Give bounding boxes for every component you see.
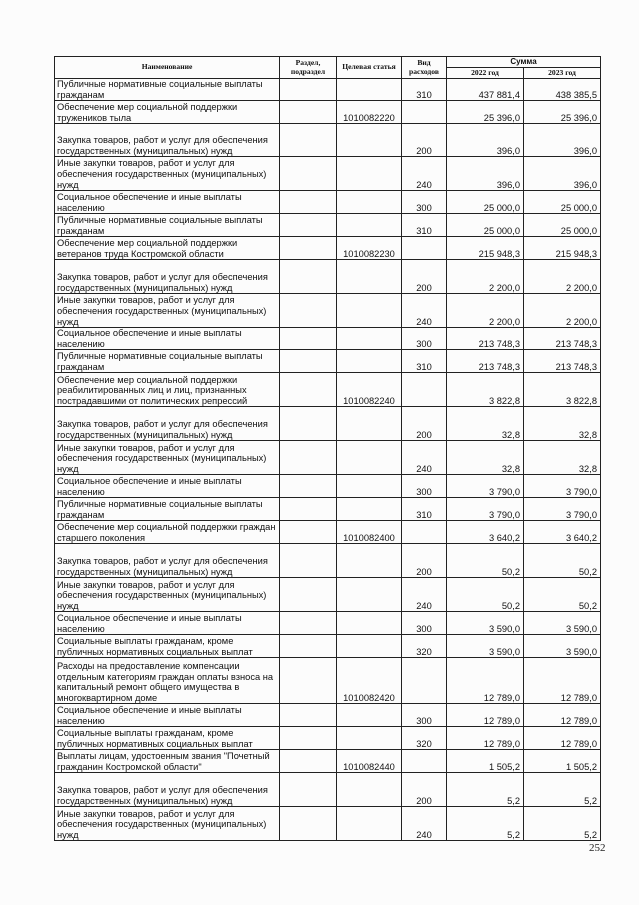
row-target	[337, 727, 402, 750]
row-target	[337, 544, 402, 578]
row-name: Социальное обеспечение и иные выплаты населению	[55, 328, 280, 350]
row-section	[280, 578, 337, 612]
row-sum-2022: 32,8	[447, 407, 524, 441]
row-type: 200	[402, 407, 447, 441]
row-sum-2023: 396,0	[524, 124, 601, 157]
table-row	[55, 441, 601, 475]
row-sum-2022: 12 789,0	[447, 704, 524, 727]
row-target	[337, 475, 402, 498]
row-name: Закупка товаров, работ и услуг для обеспечения государственных (муниципальных) нужд	[55, 544, 280, 578]
row-section	[280, 498, 337, 521]
row-target	[337, 441, 402, 475]
row-sum-2023: 12 789,0	[524, 704, 601, 727]
row-target	[337, 635, 402, 658]
row-type	[402, 521, 447, 544]
row-section	[280, 727, 337, 750]
table-row	[55, 475, 601, 498]
row-target	[337, 407, 402, 441]
table-row	[55, 578, 601, 612]
row-section	[280, 237, 337, 260]
row-type: 240	[402, 294, 447, 328]
header-section: Раздел, подраздел	[280, 57, 337, 79]
row-name: Обеспечение мер социальной поддержки граждан старшего поколения	[55, 521, 280, 544]
row-type: 310	[402, 79, 447, 101]
table-row	[55, 773, 601, 807]
row-section	[280, 328, 337, 350]
row-target: 1010082240	[337, 373, 402, 407]
row-type: 240	[402, 578, 447, 612]
table-row	[55, 807, 601, 841]
row-name: Социальное обеспечение и иные выплаты населению	[55, 704, 280, 727]
row-type: 300	[402, 328, 447, 350]
row-section	[280, 441, 337, 475]
row-name: Расходы на предоставление компенсации отдельным категориям граждан оплаты взноса на капитальный ремонт общего имущества в многоквартирном доме	[55, 658, 280, 704]
row-target	[337, 260, 402, 294]
row-sum-2023: 5,2	[524, 773, 601, 807]
row-target	[337, 214, 402, 237]
row-name: Закупка товаров, работ и услуг для обеспечения государственных (муниципальных) нужд	[55, 407, 280, 441]
row-section	[280, 214, 337, 237]
row-name: Публичные нормативные социальные выплаты гражданам	[55, 79, 280, 101]
row-sum-2022: 396,0	[447, 124, 524, 157]
row-section	[280, 704, 337, 727]
row-sum-2023: 3 790,0	[524, 498, 601, 521]
row-sum-2022: 3 640,2	[447, 521, 524, 544]
row-sum-2023: 5,2	[524, 807, 601, 841]
row-section	[280, 521, 337, 544]
table-row	[55, 157, 601, 191]
row-target: 1010082220	[337, 101, 402, 124]
table-row	[55, 328, 601, 350]
row-name: Публичные нормативные социальные выплаты гражданам	[55, 350, 280, 373]
row-sum-2022: 1 505,2	[447, 750, 524, 773]
row-sum-2023: 213 748,3	[524, 350, 601, 373]
row-type: 300	[402, 475, 447, 498]
row-name: Социальные выплаты гражданам, кроме публичных нормативных социальных выплат	[55, 635, 280, 658]
row-type: 320	[402, 635, 447, 658]
row-target	[337, 498, 402, 521]
row-type: 300	[402, 191, 447, 214]
row-sum-2022: 3 790,0	[447, 475, 524, 498]
row-name: Обеспечение мер социальной поддержки ветеранов труда Костромской области	[55, 237, 280, 260]
row-type: 310	[402, 214, 447, 237]
row-sum-2022: 3 822,8	[447, 373, 524, 407]
header-target: Целевая статья	[337, 57, 402, 79]
row-target	[337, 191, 402, 214]
row-section	[280, 658, 337, 704]
row-sum-2023: 3 640,2	[524, 521, 601, 544]
row-sum-2022: 3 590,0	[447, 635, 524, 658]
row-sum-2023: 3 590,0	[524, 635, 601, 658]
table-row	[55, 750, 601, 773]
row-sum-2023: 213 748,3	[524, 328, 601, 350]
row-name: Социальное обеспечение и иные выплаты населению	[55, 612, 280, 635]
row-sum-2022: 396,0	[447, 157, 524, 191]
header-type: Вид расходов	[402, 57, 447, 79]
row-target: 1010082420	[337, 658, 402, 704]
row-target: 1010082400	[337, 521, 402, 544]
row-name: Иные закупки товаров, работ и услуг для обеспечения государственных (муниципальных) нужд	[55, 157, 280, 191]
row-section	[280, 350, 337, 373]
row-target	[337, 79, 402, 101]
row-name: Обеспечение мер социальной поддержки реабилитированных лиц и лиц, признанных пострадавшими от политических репрессий	[55, 373, 280, 407]
row-sum-2022: 213 748,3	[447, 328, 524, 350]
row-section	[280, 544, 337, 578]
row-type	[402, 373, 447, 407]
row-target	[337, 328, 402, 350]
row-sum-2023: 3 590,0	[524, 612, 601, 635]
row-type	[402, 658, 447, 704]
row-type: 240	[402, 157, 447, 191]
row-sum-2023: 50,2	[524, 544, 601, 578]
row-sum-2023: 50,2	[524, 578, 601, 612]
row-name: Обеспечение мер социальной поддержки тружеников тыла	[55, 101, 280, 124]
row-sum-2022: 12 789,0	[447, 727, 524, 750]
row-name: Социальное обеспечение и иные выплаты населению	[55, 475, 280, 498]
row-section	[280, 191, 337, 214]
header-year-2022: 2022 год	[447, 68, 524, 79]
row-target	[337, 807, 402, 841]
row-name: Иные закупки товаров, работ и услуг для обеспечения государственных (муниципальных) нужд	[55, 294, 280, 328]
row-target	[337, 773, 402, 807]
row-section	[280, 79, 337, 101]
row-target	[337, 124, 402, 157]
row-sum-2023: 25 000,0	[524, 214, 601, 237]
table-row	[55, 612, 601, 635]
row-type: 200	[402, 544, 447, 578]
row-target	[337, 612, 402, 635]
table-row	[55, 214, 601, 237]
row-sum-2022: 213 748,3	[447, 350, 524, 373]
table-row	[55, 658, 601, 704]
table-row	[55, 294, 601, 328]
row-sum-2022: 2 200,0	[447, 260, 524, 294]
row-section	[280, 475, 337, 498]
table-row	[55, 521, 601, 544]
row-sum-2022: 2 200,0	[447, 294, 524, 328]
row-sum-2022: 5,2	[447, 807, 524, 841]
row-section	[280, 157, 337, 191]
row-section	[280, 407, 337, 441]
row-type	[402, 101, 447, 124]
row-sum-2022: 215 948,3	[447, 237, 524, 260]
row-section	[280, 101, 337, 124]
table-row	[55, 350, 601, 373]
row-sum-2023: 25 000,0	[524, 191, 601, 214]
row-section	[280, 807, 337, 841]
row-type: 300	[402, 704, 447, 727]
row-sum-2022: 12 789,0	[447, 658, 524, 704]
row-target	[337, 578, 402, 612]
table-row	[55, 101, 601, 124]
row-sum-2023: 2 200,0	[524, 294, 601, 328]
table-body	[55, 79, 601, 841]
row-name: Закупка товаров, работ и услуг для обеспечения государственных (муниципальных) нужд	[55, 124, 280, 157]
row-target: 1010082440	[337, 750, 402, 773]
row-sum-2022: 25 000,0	[447, 191, 524, 214]
row-section	[280, 260, 337, 294]
row-name: Иные закупки товаров, работ и услуг для обеспечения государственных (муниципальных) нужд	[55, 807, 280, 841]
row-sum-2023: 2 200,0	[524, 260, 601, 294]
row-type: 200	[402, 773, 447, 807]
table-row	[55, 237, 601, 260]
table-row	[55, 498, 601, 521]
row-sum-2022: 3 790,0	[447, 498, 524, 521]
row-section	[280, 750, 337, 773]
row-sum-2023: 32,8	[524, 407, 601, 441]
row-name: Социальное обеспечение и иные выплаты населению	[55, 191, 280, 214]
row-target	[337, 704, 402, 727]
row-name: Публичные нормативные социальные выплаты гражданам	[55, 214, 280, 237]
header-year-2023: 2023 год	[524, 68, 601, 79]
table-row	[55, 727, 601, 750]
row-type: 310	[402, 350, 447, 373]
table-row	[55, 407, 601, 441]
row-section	[280, 373, 337, 407]
row-section	[280, 124, 337, 157]
row-sum-2022: 3 590,0	[447, 612, 524, 635]
table-header	[55, 57, 601, 79]
row-type: 320	[402, 727, 447, 750]
row-type	[402, 750, 447, 773]
page-number: 252	[589, 842, 606, 854]
row-sum-2022: 50,2	[447, 544, 524, 578]
row-sum-2023: 215 948,3	[524, 237, 601, 260]
header-name: Наименование	[55, 57, 280, 79]
row-section	[280, 635, 337, 658]
table-row	[55, 260, 601, 294]
table-row	[55, 635, 601, 658]
row-type: 240	[402, 441, 447, 475]
row-sum-2023: 3 822,8	[524, 373, 601, 407]
row-type: 240	[402, 807, 447, 841]
row-name: Социальные выплаты гражданам, кроме публичных нормативных социальных выплат	[55, 727, 280, 750]
row-name: Выплаты лицам, удостоенным звания "Почетный гражданин Костромской области"	[55, 750, 280, 773]
row-sum-2023: 12 789,0	[524, 727, 601, 750]
row-sum-2023: 396,0	[524, 157, 601, 191]
table-row	[55, 124, 601, 157]
row-type	[402, 237, 447, 260]
table-row	[55, 373, 601, 407]
row-sum-2022: 32,8	[447, 441, 524, 475]
row-sum-2023: 438 385,5	[524, 79, 601, 101]
row-sum-2023: 12 789,0	[524, 658, 601, 704]
row-target	[337, 294, 402, 328]
row-sum-2022: 50,2	[447, 578, 524, 612]
row-sum-2023: 32,8	[524, 441, 601, 475]
row-target	[337, 157, 402, 191]
row-type: 200	[402, 260, 447, 294]
row-sum-2022: 437 881,4	[447, 79, 524, 101]
row-sum-2022: 25 396,0	[447, 101, 524, 124]
table-row	[55, 544, 601, 578]
row-name: Публичные нормативные социальные выплаты гражданам	[55, 498, 280, 521]
row-target: 1010082230	[337, 237, 402, 260]
row-sum-2023: 25 396,0	[524, 101, 601, 124]
row-type: 300	[402, 612, 447, 635]
row-target	[337, 350, 402, 373]
table-row	[55, 191, 601, 214]
row-section	[280, 612, 337, 635]
row-sum-2022: 25 000,0	[447, 214, 524, 237]
row-name: Иные закупки товаров, работ и услуг для обеспечения государственных (муниципальных) нужд	[55, 441, 280, 475]
row-name: Иные закупки товаров, работ и услуг для обеспечения государственных (муниципальных) нужд	[55, 578, 280, 612]
row-section	[280, 773, 337, 807]
row-sum-2023: 3 790,0	[524, 475, 601, 498]
row-sum-2022: 5,2	[447, 773, 524, 807]
row-sum-2023: 1 505,2	[524, 750, 601, 773]
row-name: Закупка товаров, работ и услуг для обеспечения государственных (муниципальных) нужд	[55, 260, 280, 294]
budget-table	[54, 56, 601, 841]
row-section	[280, 294, 337, 328]
row-type: 310	[402, 498, 447, 521]
table-row	[55, 704, 601, 727]
row-name: Закупка товаров, работ и услуг для обеспечения государственных (муниципальных) нужд	[55, 773, 280, 807]
table-row	[55, 79, 601, 101]
row-type: 200	[402, 124, 447, 157]
header-sum: Сумма	[447, 57, 601, 68]
